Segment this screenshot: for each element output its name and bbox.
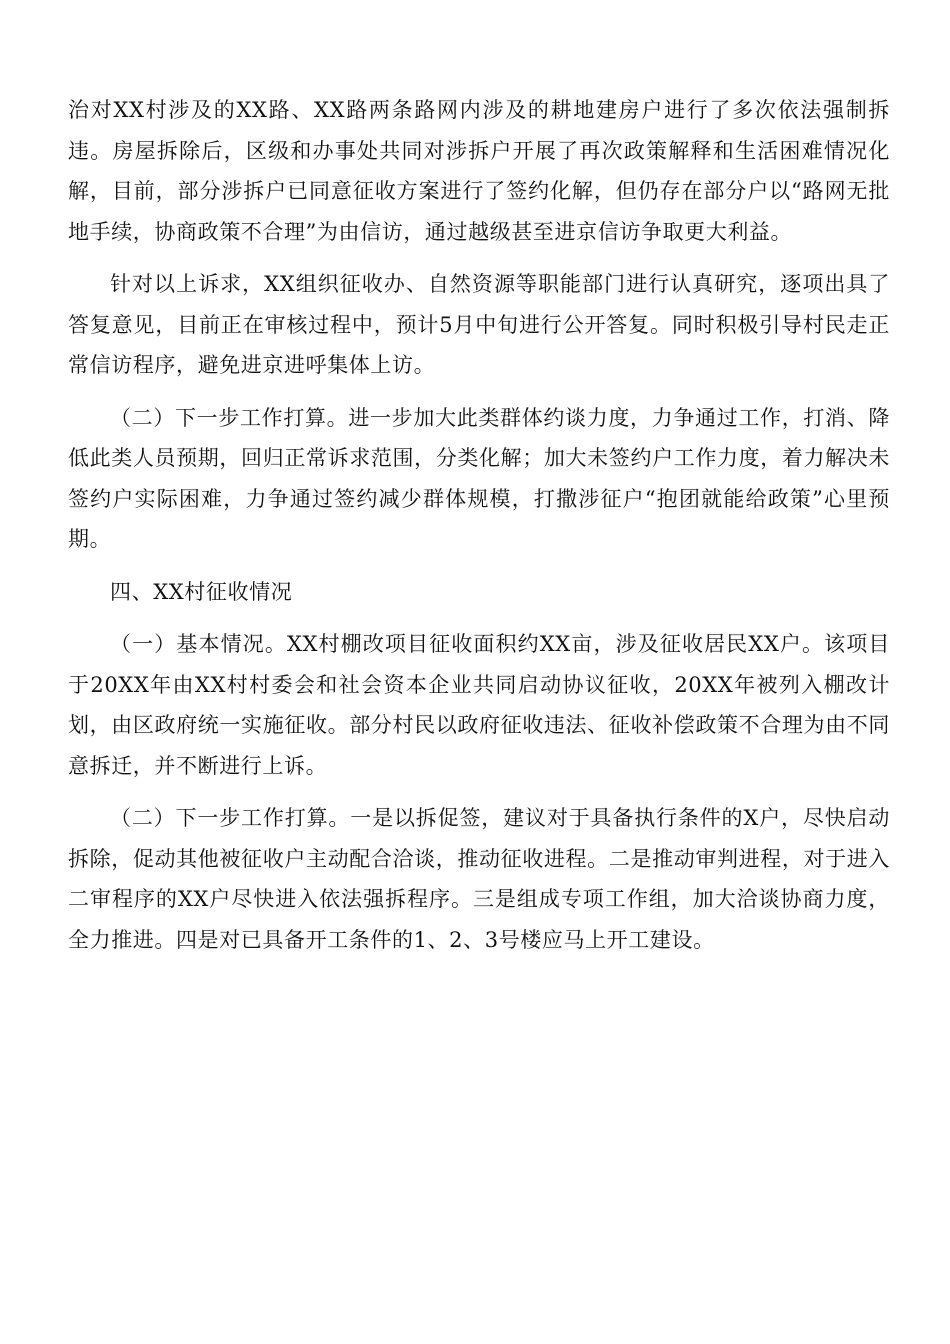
document-body <box>68 90 890 960</box>
paragraph-continued: 治对XX村涉及的XX路、XX路两条路网内涉及的耕地建房户进行了多次依法强制拆违。房屋拆除后，区级和办事处共同对涉拆户开展了再次政策解释和生活困难情况化解，目前，部分涉拆户已同意征收方案进行了签约化解，但仍存在部分户以“路网无批地手续，协商政策不合理”为由信访，通过越级甚至进京信访争取更大利益。 <box>68 98 890 244</box>
paragraph-basic-info: （一）基本情况。XX村棚改项目征收面积约XX亩，涉及征收居民XX户。该项目于20XX年由XX村村委会和社会资本企业共同启动协议征收，20XX年被列入棚改计划，由区政府统一实施征收。部分村民以政府征收违法、征收补偿政策不合理为由不同意拆迁，并不断进行上诉。 <box>68 632 890 778</box>
paragraph-gap <box>68 560 890 572</box>
paragraph-gap <box>68 252 890 264</box>
paragraph-response: 针对以上诉求，XX组织征收办、自然资源等职能部门进行认真研究，逐项出具了答复意见，目前正在审核过程中，预计5月中旬进行公开答复。同时积极引导村民走正常信访程序，避免进京进呼集体上访。 <box>68 272 890 377</box>
section-heading: 四、XX村征收情况 <box>110 579 293 604</box>
paragraph-work-plan: （二）下一步工作打算。一是以拆促签，建议对于具备执行条件的X户，尽快启动拆除，促动其他被征收户主动配合洽谈，推动征收进程。二是推动审判进程，对于进入二审程序的XX户尽快进入依法强拆程序。三是组成专项工作组，加大洽谈协商力度，全力推进。四是对已具备开工条件的1、2、3号楼应马上开工建设。 <box>68 806 890 952</box>
paragraph-gap <box>68 786 890 798</box>
paragraph-gap <box>68 386 890 398</box>
paragraph-gap <box>68 612 890 624</box>
paragraph-next-steps: （二）下一步工作打算。进一步加大此类群体约谈力度，力争通过工作，打消、降低此类人员预期，回归正常诉求范围，分类化解；加大未签约户工作力度，着力解决未签约户实际困难，力争通过签约减少群体规模，打撒涉征户“抱团就能给政策”心里预期。 <box>68 405 890 551</box>
